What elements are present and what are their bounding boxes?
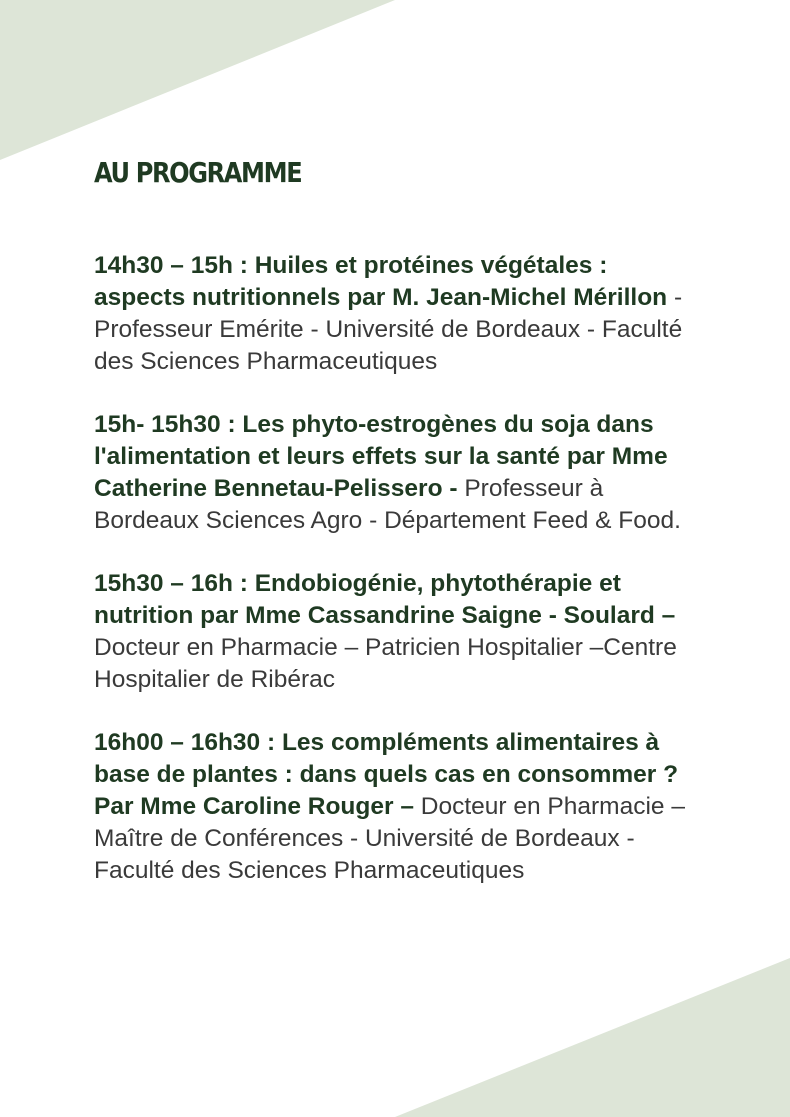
program-entry xyxy=(94,568,694,696)
entry-heading: 15h30 – 16h : Endobiogénie, phytothérapie et nutrition par Mme Cassandrine Saigne - Soulard – xyxy=(94,570,676,629)
program-entry xyxy=(94,250,694,378)
top-left-triangle xyxy=(0,0,395,160)
entry-description: - Professeur Emérite - Université de Bordeaux - Faculté des Sciences Pharmaceutiques xyxy=(94,284,683,375)
bottom-right-triangle xyxy=(395,958,790,1117)
entry-description: Docteur en Pharmacie – Maître de Conférences - Université de Bordeaux - Faculté des Sciences Pharmaceutiques xyxy=(94,793,685,884)
entry-heading: 16h00 – 16h30 : Les compléments alimentaires à base de plantes : dans quels cas en consommer ? Par Mme Caroline Rouger – xyxy=(94,729,679,820)
entry-description: Professeur à Bordeaux Sciences Agro - Département Feed & Food. xyxy=(94,475,681,534)
program-entry xyxy=(94,409,694,537)
entry-description: Docteur en Pharmacie – Patricien Hospitalier –Centre Hospitalier de Ribérac xyxy=(94,634,677,693)
program-list xyxy=(94,250,694,918)
page-title: AU PROGRAMME xyxy=(94,156,302,189)
entry-heading: 14h30 – 15h : Huiles et protéines végétales : aspects nutritionnels par M. Jean-Michel Mérillon xyxy=(94,252,668,311)
entry-heading: 15h- 15h30 : Les phyto-estrogènes du soja dans l'alimentation et leurs effets sur la santé par Mme Catherine Bennetau-Pelissero - xyxy=(94,411,668,502)
program-entry xyxy=(94,727,694,887)
